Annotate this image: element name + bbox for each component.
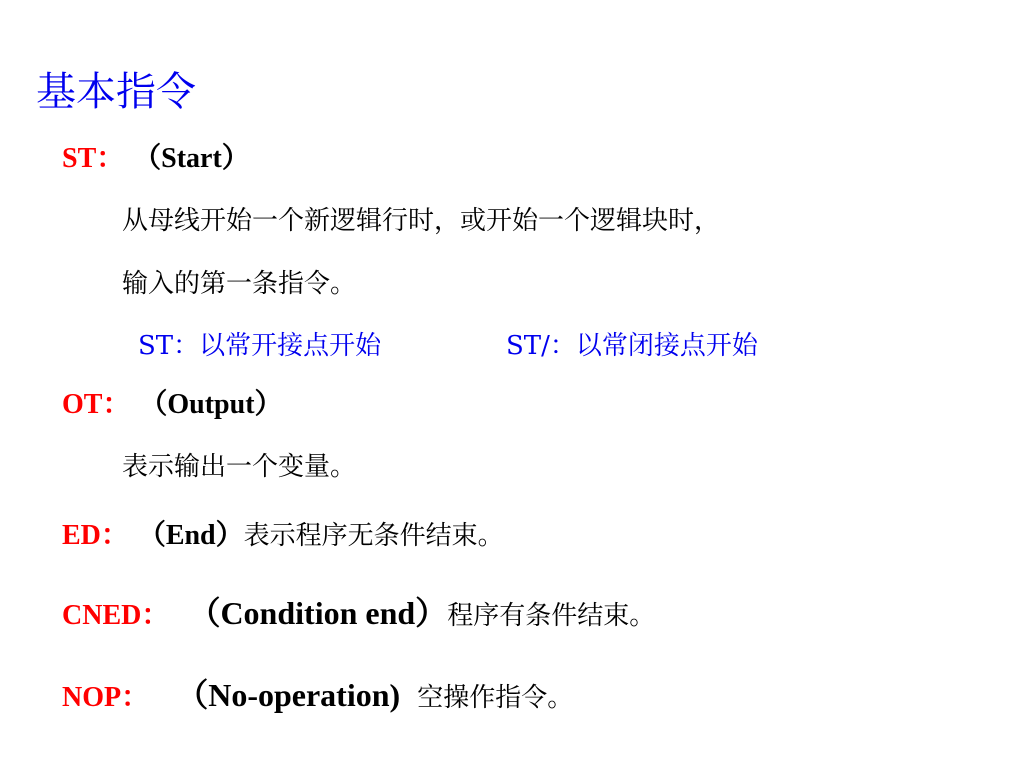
nop-key: NOP： bbox=[62, 682, 150, 713]
cned-row bbox=[62, 588, 655, 634]
st-note-normally-closed: ST/：以常闭接点开始 bbox=[506, 331, 758, 361]
ed-key: ED： bbox=[62, 520, 129, 551]
st-name: （Start） bbox=[133, 143, 250, 174]
ed-name: （End） bbox=[137, 520, 244, 551]
nop-name: （No-operation) bbox=[176, 677, 401, 713]
ed-row bbox=[62, 513, 504, 553]
ot-heading bbox=[62, 382, 283, 422]
st-desc-line1: 从母线开始一个新逻辑行时，或开始一个逻辑块时， bbox=[122, 206, 721, 236]
st-desc-line2: 输入的第一条指令。 bbox=[122, 269, 357, 299]
st-note-normally-open: ST：以常开接点开始 bbox=[138, 331, 382, 361]
ed-desc: 表示程序无条件结束。 bbox=[243, 521, 504, 551]
st-key: ST： bbox=[62, 143, 125, 174]
slide-title: 基本指令 bbox=[36, 69, 196, 115]
nop-desc: 空操作指令。 bbox=[417, 683, 574, 713]
ot-name: （Output） bbox=[139, 389, 283, 420]
cned-desc: 程序有条件结束。 bbox=[447, 601, 656, 631]
ot-desc: 表示输出一个变量。 bbox=[122, 452, 357, 482]
cned-name: （Condition end） bbox=[188, 595, 448, 631]
st-heading bbox=[62, 136, 250, 176]
cned-key: CNED： bbox=[62, 600, 170, 631]
nop-row bbox=[62, 670, 573, 716]
ot-key: OT： bbox=[62, 389, 131, 420]
